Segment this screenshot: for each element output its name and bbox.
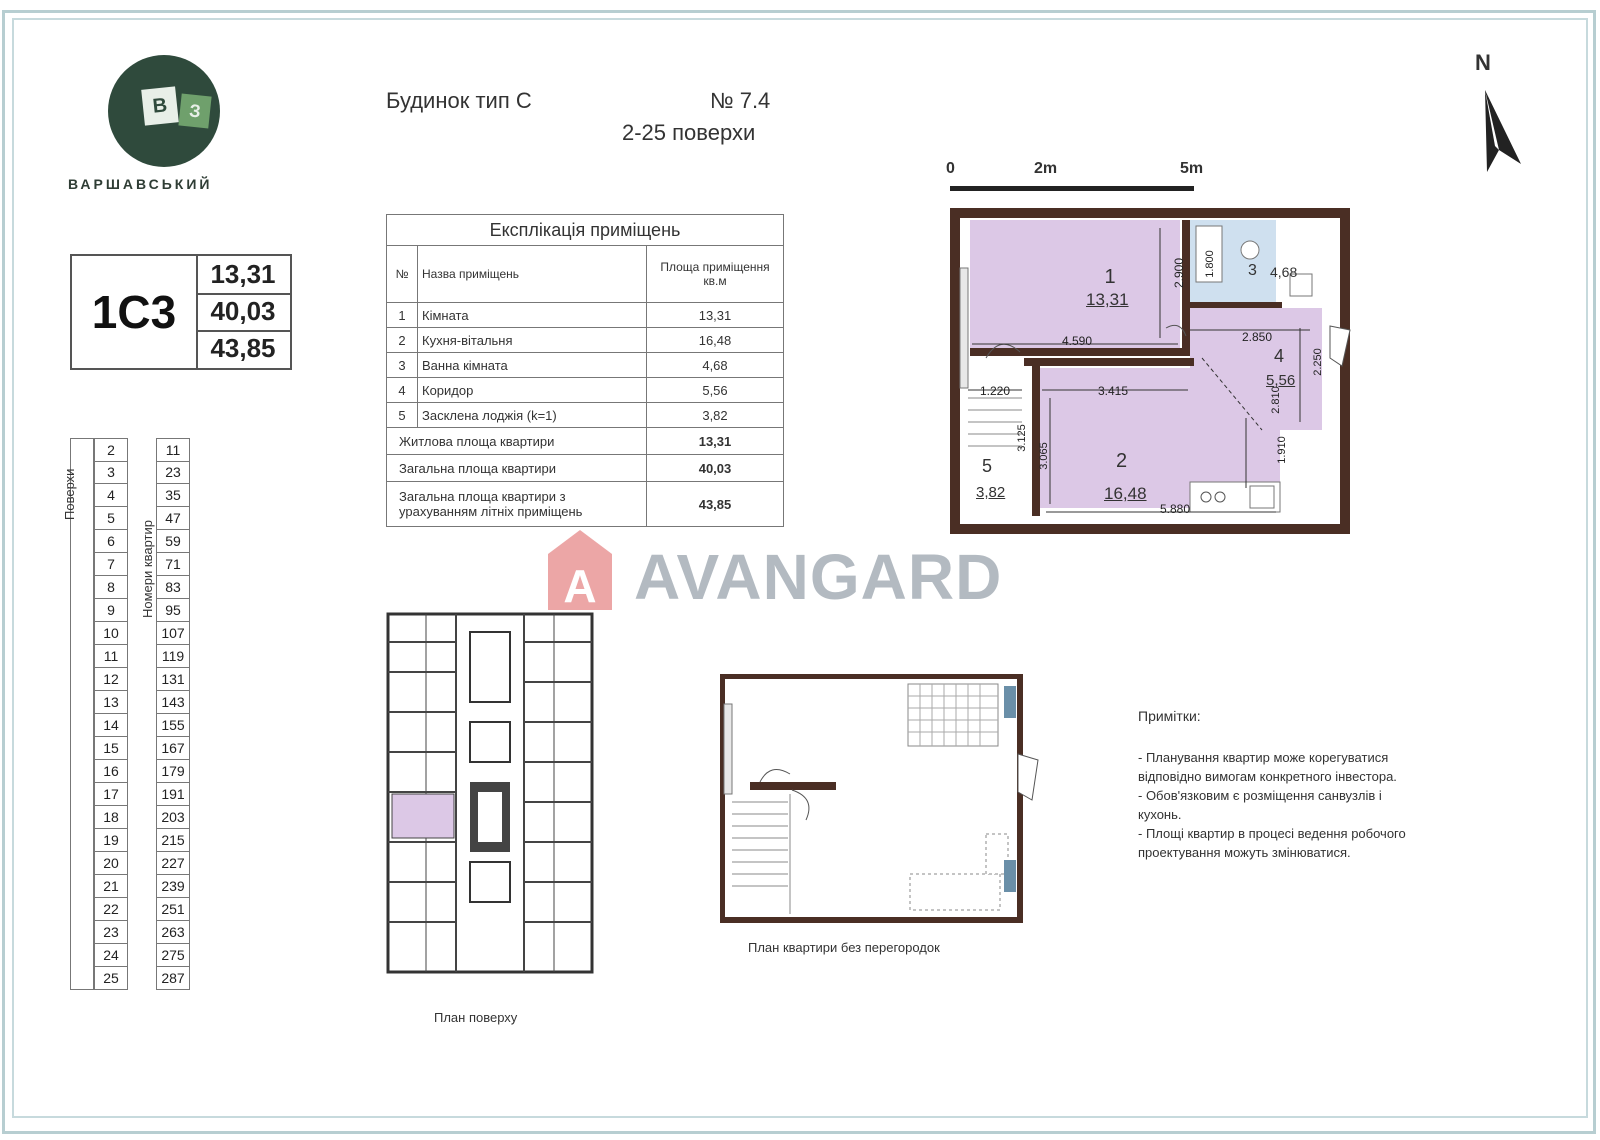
apartment-number: 251	[156, 898, 190, 921]
floor-number: 15	[94, 737, 128, 760]
floor-number: 18	[94, 806, 128, 829]
floors-table-row	[94, 875, 190, 898]
floors-table-row	[94, 898, 190, 921]
dim-label: 1.220	[980, 384, 1011, 398]
dim-label: 2.850	[1242, 330, 1273, 344]
floor-number: 6	[94, 530, 128, 553]
row-name: Ванна кімната	[418, 353, 647, 378]
floors-label: Поверхи	[62, 468, 77, 520]
dim-label: 1.910	[1275, 436, 1288, 464]
row-area: 4,68	[647, 353, 784, 378]
floors-table	[94, 438, 190, 990]
floor-number: 12	[94, 668, 128, 691]
dim-label: 5.880	[1160, 502, 1191, 516]
total-area-summer-value: 43,85	[210, 333, 276, 363]
floors-table-row	[94, 852, 190, 875]
apartment-number: 263	[156, 921, 190, 944]
floor-number: 17	[94, 783, 128, 806]
floor-number: 21	[94, 875, 128, 898]
floor-number: 25	[94, 967, 128, 990]
apartment-number: 203	[156, 806, 190, 829]
row-area: 3,82	[647, 403, 784, 428]
room-3-area: 4,68	[1270, 264, 1298, 280]
dim-label: 1.800	[1203, 250, 1216, 278]
svg-text:A: A	[563, 560, 597, 612]
floors-table-row	[94, 507, 190, 530]
row-name: Кімната	[418, 303, 647, 328]
floor-number: 10	[94, 622, 128, 645]
note-item: - Планування квартир може корегуватися відповідно вимогам конкретного інвестора.	[1138, 750, 1397, 784]
apartment-number: 227	[156, 852, 190, 875]
row-name: Коридор	[418, 378, 647, 403]
floors-table-row	[94, 622, 190, 645]
explication-caption: Експлікація приміщень	[387, 215, 784, 246]
summary-label: Житлова площа квартири	[387, 428, 647, 455]
floors-table-row	[94, 829, 190, 852]
logo-badge-right: З	[178, 94, 211, 129]
floor-number: 8	[94, 576, 128, 599]
floor-number: 5	[94, 507, 128, 530]
floors-table-row	[94, 438, 190, 461]
summary-value: 40,03	[647, 455, 784, 482]
row-num: 5	[387, 403, 418, 428]
explication-table	[386, 214, 784, 527]
logo-name: ВАРШАВСЬКИЙ	[68, 176, 213, 192]
scale-zero: 0	[946, 160, 955, 177]
open-plan-caption: План квартири без перегородок	[748, 940, 940, 955]
room-1-num: 1	[1104, 266, 1116, 288]
row-area: 5,56	[647, 378, 784, 403]
scale-two: 2m	[1034, 160, 1058, 177]
floors-table-row	[94, 760, 190, 783]
apartment-number: 23	[156, 461, 190, 484]
building-type-title: Будинок тип С	[386, 88, 532, 113]
room-4-area: 5,56	[1266, 372, 1296, 389]
dim-label: 3.415	[1098, 384, 1129, 398]
floor-plan	[386, 612, 594, 974]
dim-label: 2.810	[1269, 386, 1282, 414]
floors-table-row	[94, 576, 190, 599]
col-num-header: №	[387, 246, 418, 303]
row-num: 4	[387, 378, 418, 403]
summary-value: 43,85	[647, 482, 784, 527]
floors-table-row	[94, 921, 190, 944]
scale-bar	[950, 186, 1194, 191]
col-name-header: Назва приміщень	[418, 246, 647, 303]
notes-list	[1138, 748, 1428, 862]
floor-number: 7	[94, 553, 128, 576]
apartment-number: 35	[156, 484, 190, 507]
floor-plan-caption: План поверху	[434, 1010, 518, 1025]
row-name: Кухня-вітальня	[418, 328, 647, 353]
dim-label: 2.250	[1311, 348, 1324, 376]
floor-number: 13	[94, 691, 128, 714]
summary-label: Загальна площа квартири	[387, 455, 647, 482]
floors-table-row	[94, 967, 190, 990]
room-2-num: 2	[1116, 450, 1128, 472]
floor-number: 4	[94, 484, 128, 507]
floors-table-row	[94, 691, 190, 714]
room-1-fill	[970, 220, 1180, 348]
dim-label: 3.065	[1037, 442, 1050, 470]
room-3-num: 3	[1248, 262, 1257, 279]
floor-number: 22	[94, 898, 128, 921]
summary-value: 13,31	[647, 428, 784, 455]
apartment-number: 131	[156, 668, 190, 691]
floor-number: 3	[94, 461, 128, 484]
floors-table-row	[94, 737, 190, 760]
apartment-number: 239	[156, 875, 190, 898]
building-number: № 7.4	[710, 88, 771, 113]
apartment-number: 155	[156, 714, 190, 737]
apartment-number: 143	[156, 691, 190, 714]
floors-table-row	[94, 461, 190, 484]
apartment-code-box	[70, 254, 292, 370]
room-5-area: 3,82	[976, 484, 1006, 501]
total-area-value: 40,03	[196, 293, 290, 332]
floor-number: 19	[94, 829, 128, 852]
row-num: 3	[387, 353, 418, 378]
floors-table-row	[94, 806, 190, 829]
living-area-value: 13,31	[196, 256, 290, 295]
notes-title: Примітки:	[1138, 708, 1201, 724]
open-plan	[720, 674, 1044, 924]
floors-table-row	[94, 645, 190, 668]
floors-range: 2-25 поверхи	[622, 120, 756, 145]
note-item: - Обов'язковим є розміщення санвузлів і кухонь.	[1138, 788, 1382, 822]
note-item: - Площі квартир в процесі ведення робочого проектування можуть змінюватися.	[1138, 826, 1406, 860]
room-1-area: 13,31	[1086, 290, 1129, 309]
apartment-number: 59	[156, 530, 190, 553]
floors-table-row	[94, 714, 190, 737]
apartment-number: 11	[156, 438, 190, 462]
apartment-number: 179	[156, 760, 190, 783]
floors-table-row	[94, 783, 190, 806]
floors-column-frame	[70, 438, 94, 990]
logo-badge-left: В	[141, 86, 179, 125]
room-4-num: 4	[1274, 346, 1285, 366]
highlighted-apartment	[392, 794, 454, 838]
floors-table-row	[94, 599, 190, 622]
dim-label: 2.900	[1172, 257, 1187, 289]
floor-number: 20	[94, 852, 128, 875]
apartment-number: 47	[156, 507, 190, 530]
apartment-number: 71	[156, 553, 190, 576]
room-2-area: 16,48	[1104, 484, 1147, 503]
north-label: N	[1475, 50, 1491, 75]
apartment-number: 119	[156, 645, 190, 668]
floor-number: 2	[94, 438, 128, 462]
apartment-code: 1С3	[72, 256, 198, 368]
apartments-label: Номери квартир	[140, 520, 155, 618]
apartment-number: 167	[156, 737, 190, 760]
row-num: 2	[387, 328, 418, 353]
apartment-number: 191	[156, 783, 190, 806]
north-arrow-icon	[1475, 86, 1525, 178]
floor-number: 16	[94, 760, 128, 783]
dim-label: 4.590	[1062, 334, 1093, 348]
apartment-number: 83	[156, 576, 190, 599]
floors-table-row	[94, 530, 190, 553]
watermark-text: AVANGARD	[634, 541, 1003, 613]
floors-table-row	[94, 553, 190, 576]
row-area: 16,48	[647, 328, 784, 353]
apartment-number: 107	[156, 622, 190, 645]
floors-table-row	[94, 944, 190, 967]
summary-label: Загальна площа квартири з урахуванням літніх приміщень	[387, 482, 647, 527]
row-name: Засклена лоджія (k=1)	[418, 403, 647, 428]
scale-five: 5m	[1180, 160, 1204, 177]
floor-number: 9	[94, 599, 128, 622]
apartment-number: 287	[156, 967, 190, 990]
dim-label: 3.125	[1015, 424, 1028, 452]
apartment-number: 215	[156, 829, 190, 852]
floor-number: 14	[94, 714, 128, 737]
floors-table-row	[94, 668, 190, 691]
row-area: 13,31	[647, 303, 784, 328]
watermark-logo-icon	[546, 528, 614, 612]
floors-table-row	[94, 484, 190, 507]
apartment-number: 275	[156, 944, 190, 967]
row-num: 1	[387, 303, 418, 328]
floor-number: 11	[94, 645, 128, 668]
col-area-header: Площа приміщення кв.м	[647, 246, 784, 303]
floor-number: 23	[94, 921, 128, 944]
apartment-number: 95	[156, 599, 190, 622]
floor-number: 24	[94, 944, 128, 967]
room-5-num: 5	[982, 456, 993, 476]
